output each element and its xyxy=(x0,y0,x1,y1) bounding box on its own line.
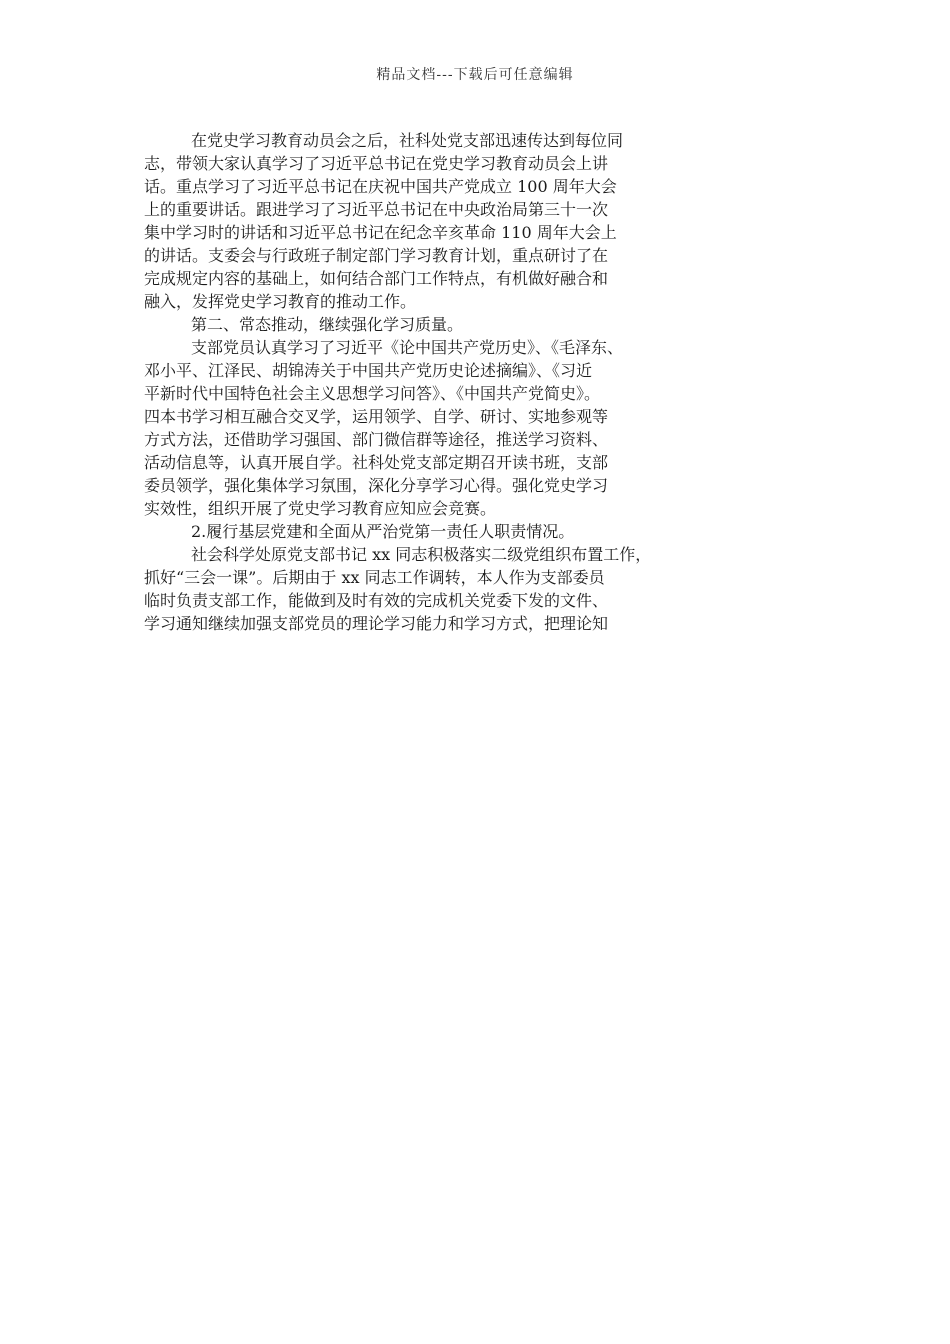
text-line: 方式方法，还借助学习强国、部门微信群等途径，推送学习资料、 xyxy=(144,430,609,449)
text-line: 活动信息等，认真开展自学。社科处党支部定期召开读书班，支部 xyxy=(144,453,609,472)
text-line: 融入，发挥党史学习教育的推动工作。 xyxy=(144,292,417,311)
text-line: 邓小平、江泽民、胡锦涛关于中国共产党历史论述摘编》、《习近 xyxy=(144,361,593,380)
section-heading xyxy=(144,519,806,542)
text-line: 临时负责支部工作，能做到及时有效的完成机关党委下发的文件、 xyxy=(144,591,609,610)
text-line: 的讲话。支委会与行政班子制定部门学习教育计划，重点研讨了在 xyxy=(144,246,609,265)
text-line: 委员领学，强化集体学习氛围，深化分享学习心得。强化党史学习 xyxy=(144,476,609,495)
section-heading xyxy=(144,312,806,335)
paragraph xyxy=(144,128,806,312)
text-line: 平新时代中国特色社会主义思想学习问答》、《中国共产党简史》。 xyxy=(144,384,601,403)
text-line: 学习通知继续加强支部党员的理论学习能力和学习方式，把理论知 xyxy=(144,614,609,633)
text-line: 上的重要讲话。跟进学习了习近平总书记在中央政治局第三十一次 xyxy=(144,200,609,219)
text-line: 志，带领大家认真学习了习近平总书记在党史学习教育动员会上讲 xyxy=(144,154,609,173)
paragraph xyxy=(144,542,806,634)
text-line: 集中学习时的讲话和习近平总书记在纪念辛亥革命 110 周年大会上 xyxy=(144,223,617,242)
text-line: 四本书学习相互融合交叉学，运用领学、自学、研讨、实地参观等 xyxy=(144,407,609,426)
text-line: 完成规定内容的基础上，如何结合部门工作特点，有机做好融合和 xyxy=(144,269,609,288)
text-line: 抓好“三会一课”。后期由于 xx 同志工作调转，本人作为支部委员 xyxy=(144,568,605,587)
document-body xyxy=(144,128,806,634)
text-line: 在党史学习教育动员会之后，社科处党支部迅速传达到每位同 xyxy=(191,131,624,150)
text-line: 2.履行基层党建和全面从严治党第一责任人职责情况。 xyxy=(191,522,575,541)
text-line: 实效性，组织开展了党史学习教育应知应会竞赛。 xyxy=(144,499,497,518)
text-line: 社会科学处原党支部书记 xx 同志积极落实二级党组织布置工作， xyxy=(191,545,652,564)
paragraph xyxy=(144,335,806,519)
text-line: 支部党员认真学习了习近平《论中国共产党历史》、《毛泽东、 xyxy=(191,338,624,357)
text-line: 第二、常态推动，继续强化学习质量。 xyxy=(191,315,464,334)
page-header: 精品文档---下载后可任意编辑 xyxy=(376,67,574,83)
text-line: 话。重点学习了习近平总书记在庆祝中国共产党成立 100 周年大会 xyxy=(144,177,617,196)
